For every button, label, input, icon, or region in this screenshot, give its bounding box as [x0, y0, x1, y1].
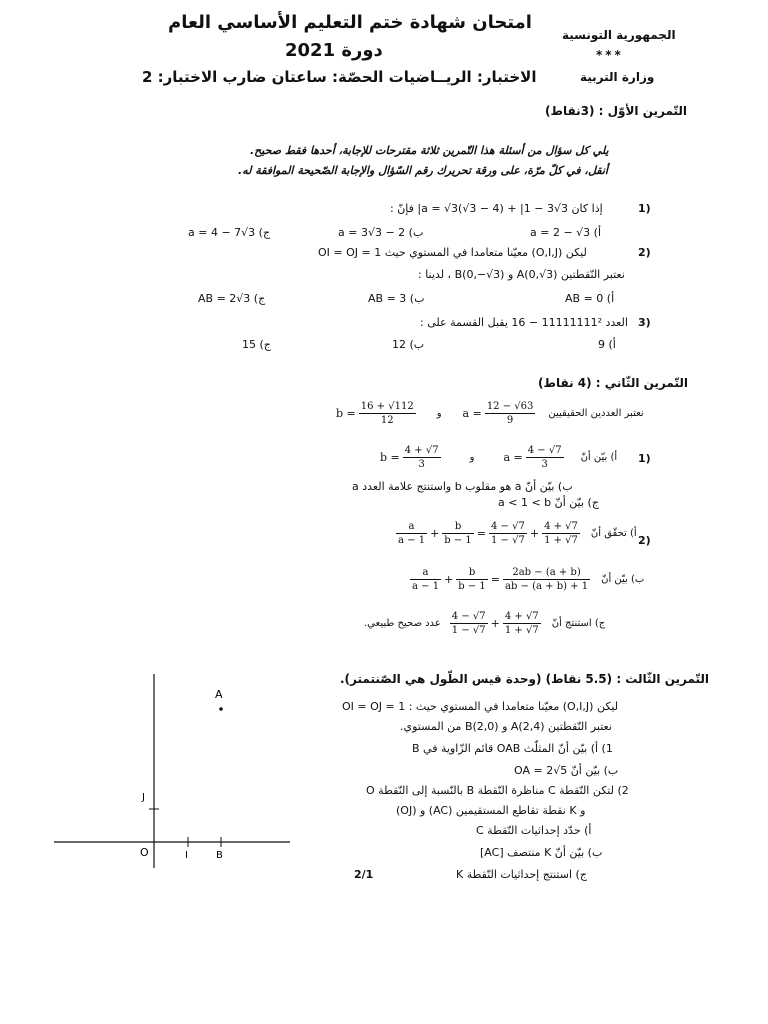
ex1-q1-number: 1): [638, 202, 651, 215]
b-fraction: $\frac{16 + √112}{12}$: [360, 401, 414, 426]
ex2-p2a-label: أ) تحقّق أنّ: [590, 528, 637, 539]
ex2-p1b: ب) بيّن أنّ a هو مقلوب b واستنتج علامة العدد a: [352, 480, 573, 493]
ex2-title: التّمرين الثّاني : (4 نقاط): [538, 376, 688, 390]
label-b: B: [216, 850, 223, 861]
ex1-q1-text: إذا كان a = √3(√3 − 4) + |1 − 3√3| فإنّ :: [390, 202, 603, 215]
ex3-p1b: ب) بيّن أنّ OA = 2√5: [514, 764, 619, 777]
ex2-p2b-label: ب) بيّن أنّ: [601, 574, 645, 585]
exam-session: دورة 2021: [285, 40, 383, 61]
ex1-q2-option-a: أ) AB = 0: [565, 292, 615, 305]
ex1-q1-option-a: أ) a = 2 − √3: [530, 226, 602, 239]
a2-fraction: $\frac{4 - √7}{3}$: [527, 445, 562, 470]
b-label-2: b =: [380, 451, 400, 464]
ex1-q2-number: 2): [638, 246, 651, 259]
ex1-q3-number: 3): [638, 316, 651, 329]
ex3-p2c: أ) حدّد إحداثيات النّقطة C: [476, 824, 592, 837]
ex2-p2b-line: $\frac{a}{a - 1}$ + $\frac{b}{b - 1}$ = $\frac{2ab - (a + b)}{ab - (a + b) + 1}$ ب) بيّن أنّ: [412, 567, 645, 592]
ex3-line1: ليكن (O,I,J) معيّنا متعامدا في المستوي حيث : OI = OJ = 1: [342, 700, 619, 713]
ministry-label: وزارة التربية: [580, 70, 655, 84]
ex1-q1-option-b: ب) a = 3√3 − 2: [338, 226, 424, 239]
ex1-q1-option-c: ج) a = 4 − 7√3: [188, 226, 271, 239]
ex1-title: التّمرين الأوّل : (3نقاط): [545, 104, 688, 118]
exam-title: امتحان شهادة ختم التعليم الأساسي العام: [168, 12, 532, 33]
label-i: I: [185, 850, 188, 861]
ex2-p2a-line: $\frac{a}{a - 1}$ + $\frac{b}{b - 1}$ = $\frac{4 - √7}{1 - √7}$ + $\frac{4 + √7}{1 + √7}$ أ) تحقّق أنّ: [398, 521, 637, 546]
ex2-p2-number: 2): [638, 534, 651, 547]
ex3-p2: 2) لتكن النّقطة C مناظرة النّقطة B بالنّسبة إلى النّقطة O: [366, 784, 629, 797]
and-word-2: و: [469, 452, 475, 463]
ex1-q3-option-c: ج) 15: [242, 338, 271, 351]
a-label-2: a =: [503, 451, 523, 464]
ex2-intro-line: [336, 400, 644, 427]
b-label: b =: [336, 407, 356, 420]
ex2-intro-text: نعتبر العددين الحقيقيين: [548, 408, 644, 419]
ex2-p1a-label: أ) بيّن أنّ: [580, 452, 618, 463]
ex1-instructions-2: أنقل، في كلّ مرّة، على ورقة تحريرك رقم السّؤال والإجابة الصّحيحة الموافقة له.: [238, 164, 608, 177]
ex2-p2c-end: عدد صحيح طبيعي.: [364, 618, 441, 629]
ex1-q3-option-a: أ) 9: [598, 338, 616, 351]
label-o: O: [140, 846, 149, 859]
ex1-instructions-1: يلي كل سؤال من أسئلة هذا التّمرين ثلاثة مقترحات للإجابة، أحدها فقط صحيح.: [250, 144, 609, 157]
point-a: [219, 707, 223, 711]
ex2-p1c: ج) بيّن أنّ a < 1 < b: [498, 496, 599, 509]
ex2-p2c-line: عدد صحيح طبيعي. $\frac{4 - √7}{1 - √7}$ + $\frac{4 + √7}{1 + √7}$ ج) استنتج أنّ: [364, 611, 606, 636]
and-word: و: [436, 408, 442, 419]
ex2-p1-number: 1): [638, 452, 651, 465]
label-j: J: [142, 792, 145, 803]
ex1-q2-text-2: نعتبر النّقطتين A(0,√3) و B(0,−√3) ، لدينا :: [418, 268, 625, 281]
republic-label: الجمهورية التونسية: [562, 28, 676, 42]
stars: ***: [596, 48, 624, 62]
a-label: a =: [462, 407, 482, 420]
ex3-p2b: و K نقطة تقاطع المستقيمين (AC) و (OJ): [396, 804, 586, 817]
ex3-p1: 1) أ) بيّن أنّ المثلّث OAB قائم الزّاوية في B: [412, 742, 613, 755]
ex1-q3-text: العدد 11111111² − 16 يقبل القسمة على :: [420, 316, 628, 329]
ex3-title: التّمرين الثّالث : (5.5 نقاط) (وحدة قيس الطّول هي الصّنتمتر).: [340, 672, 710, 686]
page-number: 2/1: [354, 868, 374, 881]
ex2-p1a-line: [380, 444, 617, 471]
ex3-p2e: ج) استنتج إحداثيات النّقطة K: [456, 868, 587, 881]
ex1-q2-option-c: ج) AB = 2√3: [198, 292, 266, 305]
ex2-p2c-label: ج) استنتج أنّ: [551, 618, 606, 629]
a-fraction: $\frac{12 - √63}{9}$: [486, 401, 534, 426]
b2-fraction: $\frac{4 + √7}{3}$: [404, 445, 439, 470]
exam-info-line: الاختبار: الريــاضيات الحصّة: ساعتان ضارب الاختبار: 2: [142, 68, 537, 86]
coordinate-figure: [40, 668, 300, 888]
ex1-q3-option-b: ب) 12: [392, 338, 425, 351]
ex1-q2-option-b: ب) AB = 3: [368, 292, 425, 305]
ex3-p2d: ب) بيّن أنّ K منتصف [AC]: [480, 846, 603, 859]
label-a: A: [215, 688, 223, 701]
ex1-q2-text: ليكن (O,I,J) معيّنا متعامدا في المستوي حيث OI = OJ = 1: [318, 246, 587, 259]
ex3-line2: نعتبر النّقطتين A(2,4) و B(2,0) من المستوي.: [400, 720, 612, 733]
